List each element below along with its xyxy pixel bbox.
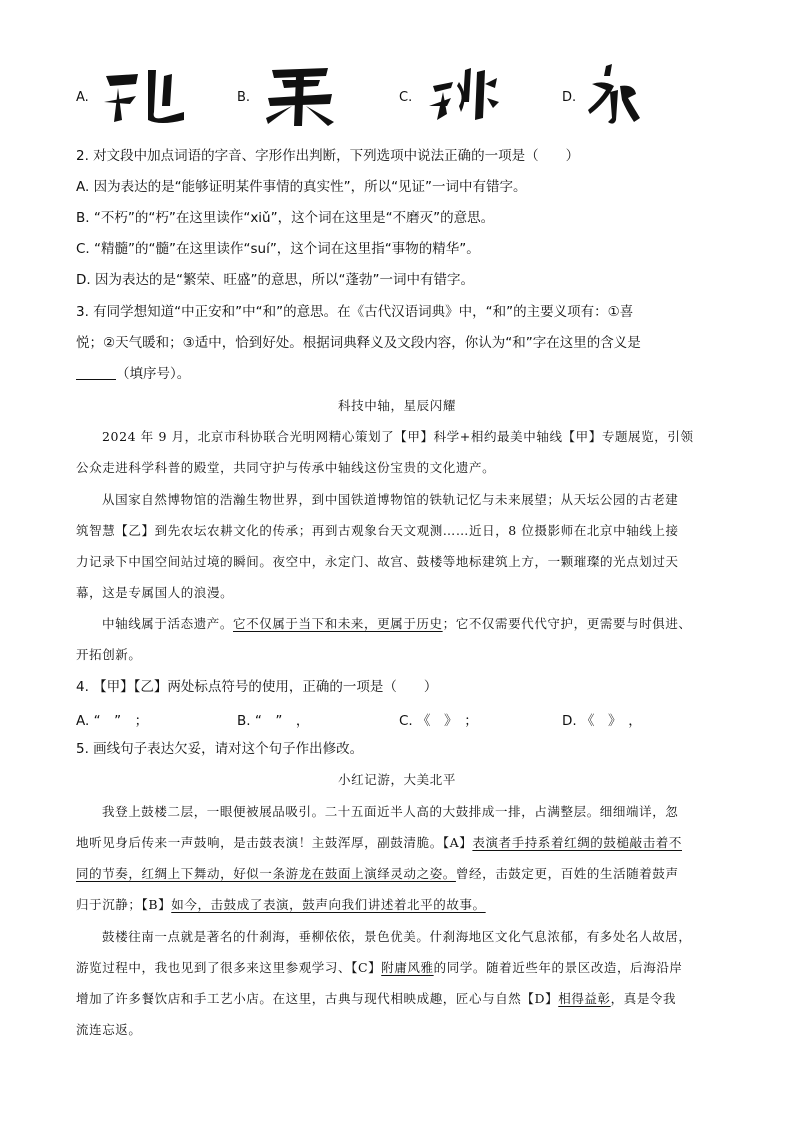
passage-2-p1-line-2 [76, 833, 718, 853]
question-3-line-3 [76, 364, 718, 384]
underlined-phrase-c: 附庸风雅 [381, 960, 434, 975]
passage-2-p1-line-4 [76, 895, 718, 915]
passage-2-p2-line-3-pre: 增加了许多餐饮店和手工艺小店。在这里，古典与现代相映成趣，匠心与自然【D】 [76, 991, 559, 1006]
underlined-phrase-d: 相得益彰 [558, 991, 611, 1006]
underlined-sentence-b: 如今，击鼓成了表演，鼓声向我们讲述着北平的故事。 [171, 897, 486, 912]
question-4-option-d: D. 《 》 ， [562, 713, 642, 729]
passage-1-p1-line-2: 公众走进科学科普的殿堂，共同守护与传承中轴线这份宝贵的文化遗产。 [76, 460, 496, 475]
passage-2-p2-line-4: 流连忘返。 [76, 1022, 142, 1037]
passage-1-title: 科技中轴，星辰闪耀 [338, 398, 456, 413]
question-4-option-b: B. “ ” ， [237, 713, 310, 729]
passage-2-title: 小红记游，大美北平 [338, 772, 456, 787]
option-c-label: C. [399, 90, 413, 105]
question-4-stem: 4. 【甲】【乙】两处标点符号的使用，正确的一项是（ ） [76, 679, 438, 695]
option-d-label: D. [562, 90, 577, 105]
answer-blank[interactable] [76, 365, 116, 380]
passage-1-p3-line-1 [76, 614, 718, 634]
calligraphy-a-image [100, 62, 190, 128]
underlined-sentence-a: 表演者手持系着红绸的鼓槌敲击着不 [472, 835, 682, 850]
passage-2-p1-line-3-post: 曾经，击鼓定更，百姓的生活随着鼓声 [455, 866, 679, 881]
underlined-sentence: 它不仅属于当下和未来，更属于历史 [233, 616, 443, 631]
passage-2-p1-line-3 [76, 864, 718, 884]
question-2-option-d: D. 因为表达的是“繁荣、旺盛”的意思，所以“蓬勃”一词中有错字。 [76, 272, 474, 288]
passage-2-p1-line-1: 我登上鼓楼二层，一眼便被展品吸引。二十五面近半人高的大鼓排成一排，占满整层。细细端详，忽 [102, 804, 679, 819]
calligraphy-d-image [584, 62, 642, 128]
passage-2-p1-line-4-pre: 归于沉静；【B】 [76, 897, 172, 912]
passage-2-p2-line-3-post: ，真是令我 [610, 991, 677, 1006]
passage-1-p2-line-4: 幕，这是专属国人的浪漫。 [76, 585, 234, 600]
passage-1-p2-line-2: 筑智慧【乙】到先农坛农耕文化的传承；再到古观象台天文观测……近日，8 位摄影师在北京中轴线上接 [76, 523, 679, 538]
passage-2-p1-line-2-pre: 地听见身后传来一声鼓响，是击鼓表演！主鼓浑厚，副鼓清脆。【A】 [76, 835, 473, 850]
passage-2-p2-line-3 [76, 989, 718, 1009]
option-a-label: A. [76, 90, 89, 105]
question-2-option-b: B. “不朽”的“朽”在这里读作“xiǔ”，这个词在这里是“不磨灭”的意思。 [76, 210, 495, 226]
question-2-stem: 2. 对文段中加点词语的字音、字形作出判断，下列选项中说法正确的一项是（ ） [76, 148, 580, 164]
passage-2-p2-line-2-pre: 游览过程中，我也见到了很多来这里参观学习、【C】 [76, 960, 382, 975]
passage-2-p2-line-1: 鼓楼往南一点就是著名的什刹海，垂柳依依，景色优美。什刹海地区文化气息浓郁，有多处名人故居， [102, 929, 692, 944]
calligraphy-b-image [262, 62, 338, 128]
question-5-stem: 5. 画线句子表达欠妥，请对这个句子作出修改。 [76, 741, 364, 757]
question-3-line-3-suffix: （填序号）。 [116, 366, 191, 382]
passage-1-p3-pre: 中轴线属于活态遗产。 [102, 616, 234, 631]
passage-1-p2-line-3: 力记录下中国空间站过境的瞬间。夜空中，永定门、故宫、鼓楼等地标建筑上方，一颗璀璨的光点划过天 [76, 554, 679, 569]
passage-1-p2-line-1: 从国家自然博物馆的浩瀚生物世界，到中国铁道博物馆的铁轨记忆与未来展望；从天坛公园的古老建 [102, 492, 679, 507]
passage-1-p3-line-2: 开拓创新。 [76, 647, 142, 662]
question-3-line-2: 悦；②天气暖和；③适中，恰到好处。根据词典释义及文段内容，你认为“和”字在这里的含义是 [76, 335, 641, 351]
underlined-sentence-a-cont: 同的节奏，红绸上下舞动，好似一条游龙在鼓面上演绎灵动之姿。 [76, 866, 456, 881]
passage-2-p2-line-2-post: 的同学。随着近些年的景区改造，后海沿岸 [433, 960, 683, 975]
passage-2-p2-line-2 [76, 958, 718, 978]
question-4-option-a: A. “ ” ； [76, 713, 149, 729]
question-3-line-1: 3. 有同学想知道“中正安和”中“和”的意思。在《古代汉语词典》中，“和”的主要义项有：①喜 [76, 304, 634, 320]
question-4-option-c: C. 《 》 ； [399, 713, 478, 729]
option-b-label: B. [237, 90, 251, 105]
calligraphy-c-image [425, 62, 501, 128]
question-2-option-c: C. “精髓”的“髓”在这里读作“suí”，这个词在这里指“事物的精华”。 [76, 241, 480, 257]
passage-1-p3-post: ；它不仅需要代代守护，更需要与时俱进、 [442, 616, 692, 631]
passage-1-p1-line-1: 2024 年 9 月，北京市科协联合光明网精心策划了【甲】科学+相约最美中轴线【甲】专题展览，引领 [102, 429, 694, 444]
question-2-option-a: A. 因为表达的是“能够证明某件事情的真实性”，所以“见证”一词中有错字。 [76, 179, 527, 195]
